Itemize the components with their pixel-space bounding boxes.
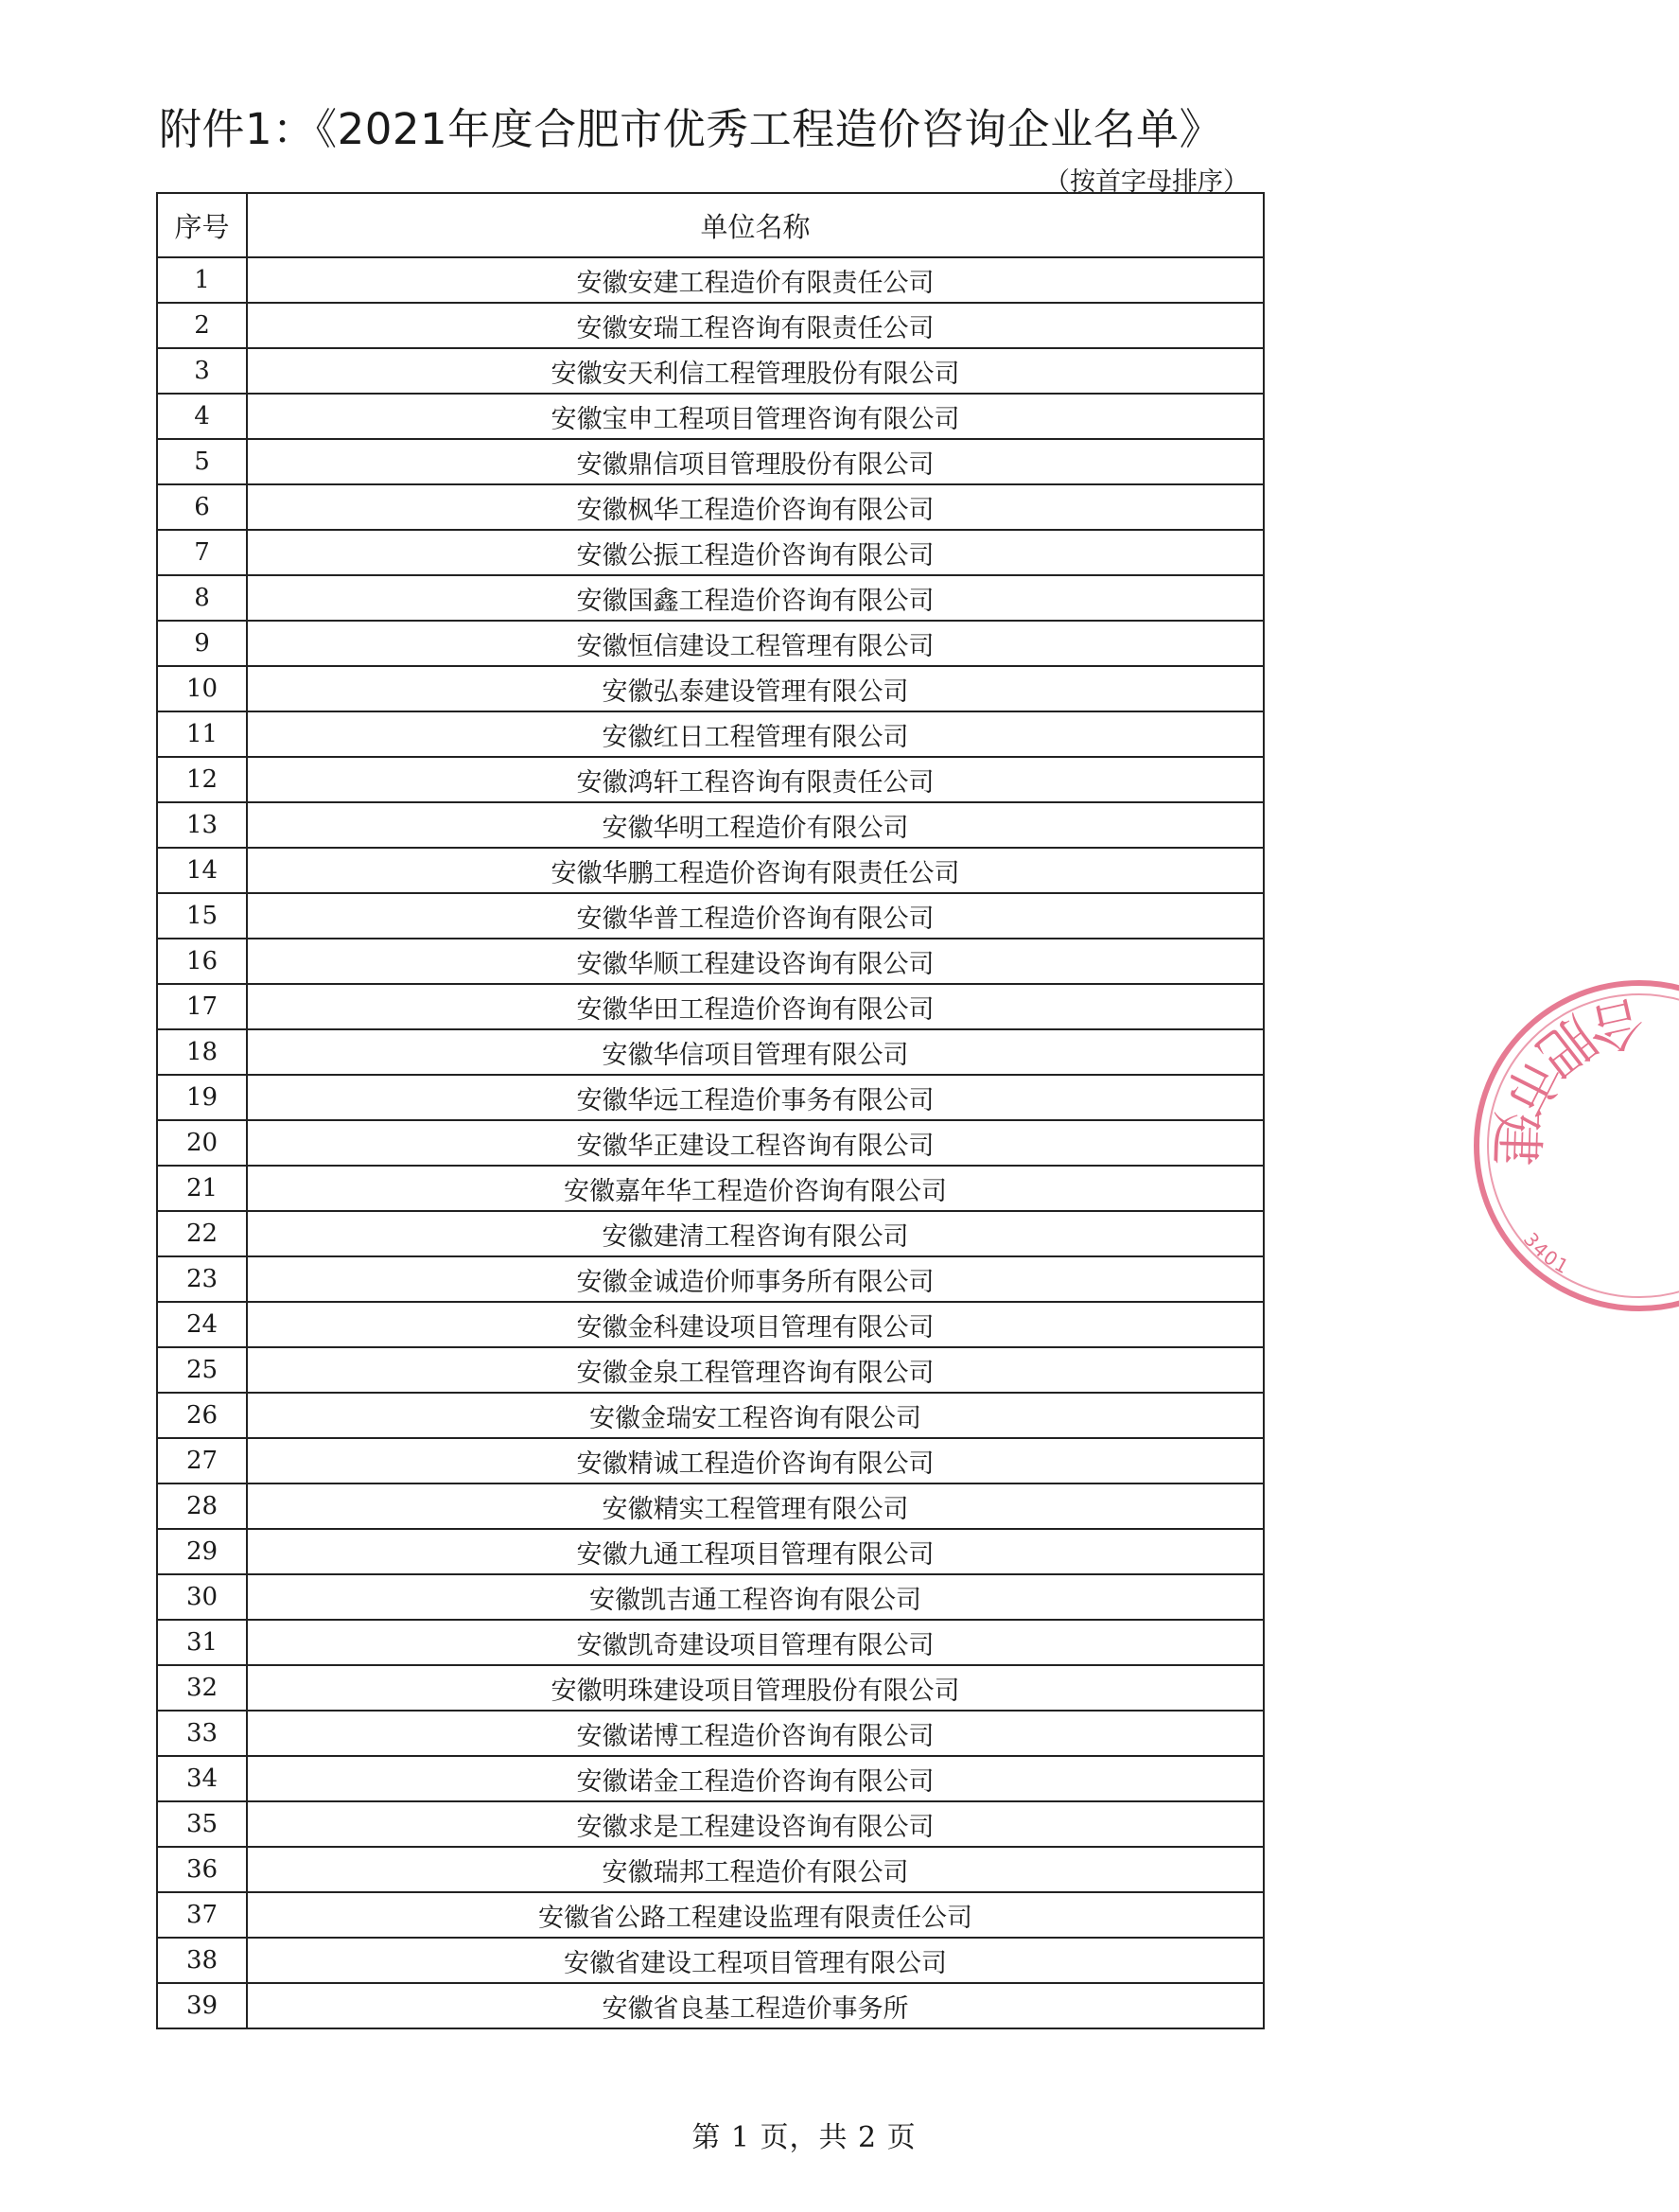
company-name: 安徽金瑞安工程咨询有限公司 [247, 1393, 1264, 1438]
document-title: 附件1：《2021年度合肥市优秀工程造价咨询企业名单》 [159, 104, 1223, 154]
table-row [157, 1393, 1264, 1438]
row-index: 21 [157, 1166, 247, 1211]
row-index: 33 [157, 1711, 247, 1756]
company-name: 安徽鼎信项目管理股份有限公司 [247, 439, 1264, 484]
row-index: 2 [157, 303, 247, 348]
company-name: 安徽华明工程造价有限公司 [247, 802, 1264, 848]
table-row [157, 1574, 1264, 1620]
table-row [157, 1665, 1264, 1711]
row-index: 39 [157, 1983, 247, 2028]
company-name: 安徽华田工程造价咨询有限公司 [247, 984, 1264, 1029]
company-name: 安徽安天利信工程管理股份有限公司 [247, 348, 1264, 394]
sort-note: （按首字母排序） [1044, 167, 1249, 197]
row-index: 11 [157, 711, 247, 757]
company-name: 安徽华远工程造价事务有限公司 [247, 1075, 1264, 1120]
company-name: 安徽宝申工程项目管理咨询有限公司 [247, 394, 1264, 439]
header-company-name: 单位名称 [247, 193, 1264, 257]
row-index: 17 [157, 984, 247, 1029]
company-name: 安徽国鑫工程造价咨询有限公司 [247, 575, 1264, 621]
row-index: 14 [157, 848, 247, 893]
table-row [157, 893, 1264, 939]
company-name: 安徽安建工程造价有限责任公司 [247, 257, 1264, 303]
table-row [157, 757, 1264, 802]
company-name: 安徽瑞邦工程造价有限公司 [247, 1847, 1264, 1892]
table-row [157, 530, 1264, 575]
table-row [157, 1483, 1264, 1529]
table-row [157, 802, 1264, 848]
row-index: 38 [157, 1938, 247, 1983]
table-row [157, 1529, 1264, 1574]
company-name: 安徽嘉年华工程造价咨询有限公司 [247, 1166, 1264, 1211]
company-name: 安徽华普工程造价咨询有限公司 [247, 893, 1264, 939]
company-name: 安徽恒信建设工程管理有限公司 [247, 621, 1264, 666]
row-index: 15 [157, 893, 247, 939]
company-name: 安徽金科建设项目管理有限公司 [247, 1302, 1264, 1347]
company-name: 安徽诺博工程造价咨询有限公司 [247, 1711, 1264, 1756]
row-index: 19 [157, 1075, 247, 1120]
table-row [157, 666, 1264, 711]
table-row [157, 1120, 1264, 1166]
row-index: 24 [157, 1302, 247, 1347]
row-index: 31 [157, 1620, 247, 1665]
company-name: 安徽弘泰建设管理有限公司 [247, 666, 1264, 711]
row-index: 4 [157, 394, 247, 439]
row-index: 9 [157, 621, 247, 666]
company-name: 安徽精诚工程造价咨询有限公司 [247, 1438, 1264, 1483]
table-row [157, 484, 1264, 530]
page-number: 第 1 页，共 2 页 [691, 2121, 917, 2154]
row-index: 34 [157, 1756, 247, 1801]
company-name: 安徽安瑞工程咨询有限责任公司 [247, 303, 1264, 348]
company-name: 安徽省公路工程建设监理有限责任公司 [247, 1892, 1264, 1938]
row-index: 32 [157, 1665, 247, 1711]
table-header-row [157, 193, 1264, 257]
company-name: 安徽公振工程造价咨询有限公司 [247, 530, 1264, 575]
row-index: 23 [157, 1256, 247, 1302]
company-name: 安徽华信项目管理有限公司 [247, 1029, 1264, 1075]
row-index: 28 [157, 1483, 247, 1529]
company-name: 安徽建清工程咨询有限公司 [247, 1211, 1264, 1256]
table-row [157, 848, 1264, 893]
company-name: 安徽省良基工程造价事务所 [247, 1983, 1264, 2028]
row-index: 10 [157, 666, 247, 711]
table-row [157, 1438, 1264, 1483]
table-row [157, 939, 1264, 984]
row-index: 22 [157, 1211, 247, 1256]
row-index: 6 [157, 484, 247, 530]
row-index: 26 [157, 1393, 247, 1438]
table-row [157, 439, 1264, 484]
company-name: 安徽凯吉通工程咨询有限公司 [247, 1574, 1264, 1620]
row-index: 27 [157, 1438, 247, 1483]
company-list-table [156, 192, 1265, 2029]
table-row [157, 621, 1264, 666]
company-name: 安徽枫华工程造价咨询有限公司 [247, 484, 1264, 530]
row-index: 35 [157, 1801, 247, 1847]
company-name: 安徽华正建设工程咨询有限公司 [247, 1120, 1264, 1166]
company-name: 安徽九通工程项目管理有限公司 [247, 1529, 1264, 1574]
company-name: 安徽求是工程建设咨询有限公司 [247, 1801, 1264, 1847]
table-row [157, 257, 1264, 303]
company-name: 安徽红日工程管理有限公司 [247, 711, 1264, 757]
row-index: 1 [157, 257, 247, 303]
row-index: 8 [157, 575, 247, 621]
table-row [157, 1166, 1264, 1211]
row-index: 29 [157, 1529, 247, 1574]
table-row [157, 1256, 1264, 1302]
table-row [157, 1801, 1264, 1847]
official-seal-icon [1471, 979, 1679, 1291]
company-name: 安徽明珠建设项目管理股份有限公司 [247, 1665, 1264, 1711]
table-row [157, 1029, 1264, 1075]
table-row [157, 1075, 1264, 1120]
table-row [157, 711, 1264, 757]
table-row [157, 1347, 1264, 1393]
table-row [157, 348, 1264, 394]
row-index: 13 [157, 802, 247, 848]
table-row [157, 1756, 1264, 1801]
row-index: 3 [157, 348, 247, 394]
company-name: 安徽华鹏工程造价咨询有限责任公司 [247, 848, 1264, 893]
table-body [157, 257, 1264, 2028]
header-index: 序号 [157, 193, 247, 257]
table-row [157, 1847, 1264, 1892]
table-row [157, 575, 1264, 621]
row-index: 18 [157, 1029, 247, 1075]
company-name: 安徽鸿轩工程咨询有限责任公司 [247, 757, 1264, 802]
company-name: 安徽华顺工程建设咨询有限公司 [247, 939, 1264, 984]
table-row [157, 1983, 1264, 2028]
row-index: 30 [157, 1574, 247, 1620]
seal-code: 3401 [1518, 1228, 1575, 1279]
table-row [157, 394, 1264, 439]
table-row [157, 1620, 1264, 1665]
table-row [157, 303, 1264, 348]
row-index: 12 [157, 757, 247, 802]
row-index: 16 [157, 939, 247, 984]
svg-text:合肥市建 [1483, 988, 1650, 1174]
table-row [157, 1211, 1264, 1256]
row-index: 25 [157, 1347, 247, 1393]
company-name: 安徽金泉工程管理咨询有限公司 [247, 1347, 1264, 1393]
table-row [157, 984, 1264, 1029]
seal-text: 合肥市建 [1483, 987, 1651, 1175]
row-index: 20 [157, 1120, 247, 1166]
table-row [157, 1938, 1264, 1983]
company-name: 安徽省建设工程项目管理有限公司 [247, 1938, 1264, 1983]
table-row [157, 1892, 1264, 1938]
svg-text:3401 [1519, 1228, 1574, 1279]
company-name: 安徽诺金工程造价咨询有限公司 [247, 1756, 1264, 1801]
row-index: 37 [157, 1892, 247, 1938]
row-index: 36 [157, 1847, 247, 1892]
company-name: 安徽金诚造价师事务所有限公司 [247, 1256, 1264, 1302]
row-index: 7 [157, 530, 247, 575]
company-name: 安徽精实工程管理有限公司 [247, 1483, 1264, 1529]
table-row [157, 1711, 1264, 1756]
company-name: 安徽凯奇建设项目管理有限公司 [247, 1620, 1264, 1665]
row-index: 5 [157, 439, 247, 484]
table-row [157, 1302, 1264, 1347]
